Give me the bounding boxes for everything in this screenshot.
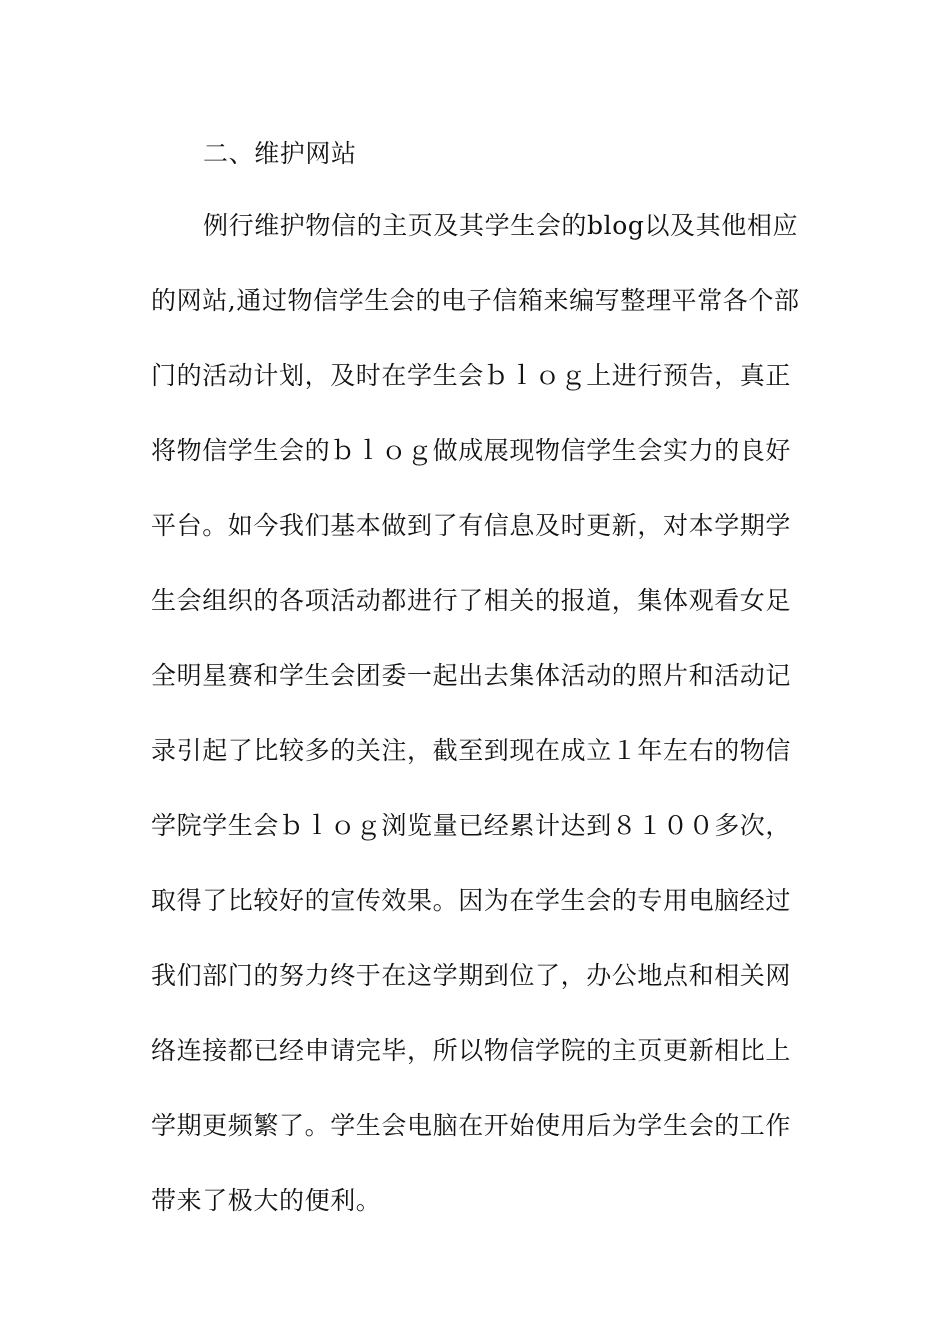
paragraph-line: 学院学生会ｂｌｏｇ浏览量已经累计达到８１００多次， bbox=[151, 811, 792, 840]
paragraph-line: 带来了极大的便利。 bbox=[151, 1186, 382, 1215]
paragraph-line: 学期更频繁了。学生会电脑在开始使用后为学生会的工作 bbox=[151, 1111, 792, 1140]
paragraph-line: 全明星赛和学生会团委一起出去集体活动的照片和活动记 bbox=[151, 661, 792, 690]
paragraph-line: 平台。如今我们基本做到了有信息及时更新，对本学期学 bbox=[151, 511, 792, 540]
paragraph-line: 我们部门的努力终于在这学期到位了，办公地点和相关网 bbox=[151, 961, 792, 990]
paragraph-line: 的网站,通过物信学生会的电子信箱来编写整理平常各个部 bbox=[151, 286, 800, 315]
paragraph-line: 例行维护物信的主页及其学生会的blog以及其他相应 bbox=[203, 211, 799, 240]
paragraph-line: 络连接都已经申请完毕，所以物信学院的主页更新相比上 bbox=[151, 1036, 792, 1065]
paragraph-line: 取得了比较好的宣传效果。因为在学生会的专用电脑经过 bbox=[151, 886, 792, 915]
paragraph-line: 生会组织的各项活动都进行了相关的报道，集体观看女足 bbox=[151, 586, 792, 615]
paragraph-line: 将物信学生会的ｂｌｏｇ做成展现物信学生会实力的良好 bbox=[151, 436, 792, 465]
section-heading: 二、维护网站 bbox=[203, 139, 357, 168]
paragraph-line: 录引起了比较多的关注，截至到现在成立１年左右的物信 bbox=[151, 736, 792, 765]
paragraph-line: 门的活动计划，及时在学生会ｂｌｏｇ上进行预告，真正 bbox=[151, 361, 792, 390]
